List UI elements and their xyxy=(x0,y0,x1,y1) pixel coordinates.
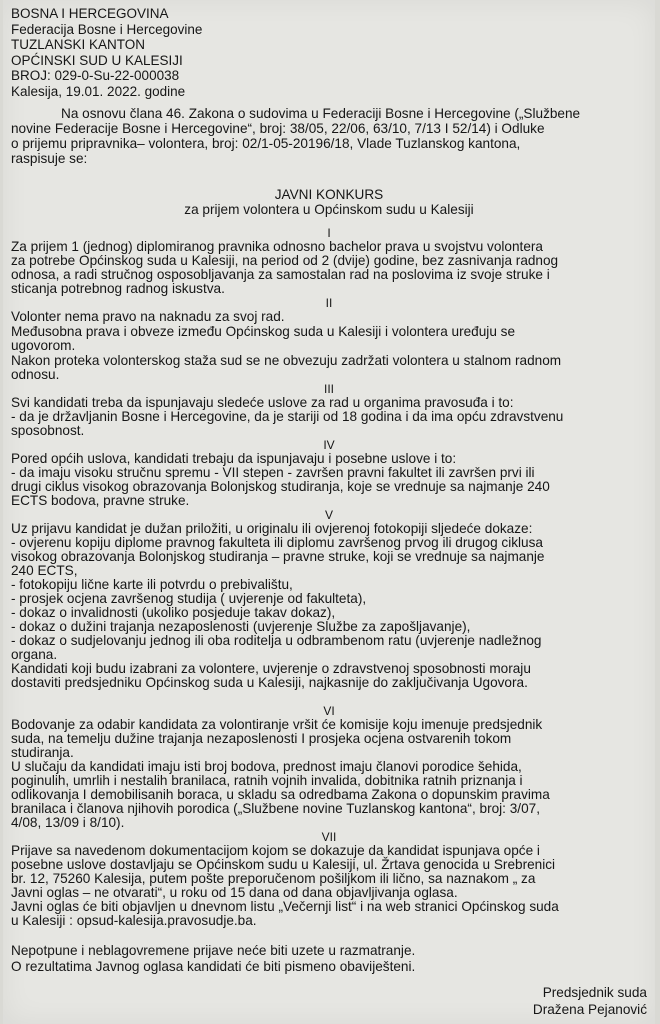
header-canton: TUZLANSKI KANTON xyxy=(11,37,146,53)
section-line: - dokaz o sudjelovanju jednog ili oba roditelja u odbrambenom ratu (uvjerenje nadležnog xyxy=(11,633,542,648)
section-numeral: V xyxy=(324,508,333,522)
section-numeral: IV xyxy=(323,438,335,452)
section-line: - prosjek ocjena završenog studija ( uvjerenje od fakulteta), xyxy=(11,591,367,606)
section-line: - ovjerenu kopiju diplome pravnog fakulteta ili diplomu završenog prvog ili drugog ciklusa xyxy=(11,535,543,550)
section-numeral: VI xyxy=(323,704,335,718)
section-line: posebne uslove dostavljaju se Općinskom sudu u Kalesiji, ul. Žrtava genocida u Srebrenici xyxy=(11,857,556,872)
section-line: Kandidati koji budu izabrani za volontere, uvjerenje o zdravstvenoj sposobnosti moraju xyxy=(11,661,531,676)
notice-subtitle: za prijem volontera u Općinskom sudu u Kalesiji xyxy=(184,202,474,217)
section-line: Bodovanje za odabir kandidata za volontiranje vršit će komisije koju imenuje predsjednik xyxy=(11,717,543,732)
section-line: U slučaju da kandidati imaju isti broj bodova, prednost imaju članovi porodice šehida, xyxy=(11,759,522,774)
section-numeral: III xyxy=(323,382,334,396)
intro-line: o prijemu pripravnika– volontera, broj: 02/1-05-20196/18, Vlade Tuzlanskog kantona, xyxy=(11,136,521,151)
section-numeral: VII xyxy=(321,830,337,844)
section-line: Međusobna prava i obveze između Općinskog suda u Kalesiji i volontera uređuju se xyxy=(11,324,516,339)
section-line: za potrebe Općinskog suda u Kalesiji, na period od 2 (dvije) godine, bez zasnivanja radnog xyxy=(11,253,559,268)
signature-name: Dražena Pejanović xyxy=(532,1002,647,1017)
section-line: branilaca i članova njihovih porodica („Službene novine Tuzlanskog kantona“, broj: 3/07, xyxy=(11,801,540,816)
section-line: - da imaju visoku stručnu spremu - VII stepen - završen pravni fakultet ili završen prvi ili xyxy=(11,465,535,480)
section-line: - dokaz o dužini trajanja nezaposlenosti (uvjerenje Službe za zapošljavanje), xyxy=(11,619,471,634)
header-country: BOSNA I HERCEGOVINA xyxy=(11,6,169,21)
section-line: - da je državljanin Bosne i Hercegovine, da je stariji od 18 godina i da ima opću zdravstvenu xyxy=(11,409,564,424)
section-numeral: I xyxy=(327,226,331,240)
document-page xyxy=(3,0,655,1024)
closing-line: O rezultatima Javnog oglasa kandidati će biti pismeno obaviješteni. xyxy=(11,959,416,974)
section-line: u Kalesiji : opsud-kalesija.pravosudje.ba. xyxy=(11,913,257,928)
section-line: Pored općih uslova, kandidati trebaju da ispunjavaju i posebne uslove i to: xyxy=(11,451,457,466)
header-federation: Federacija Bosne i Hercegovine xyxy=(11,21,203,37)
section-line: 240 ECTS, xyxy=(11,563,78,578)
section-line: dostaviti predsjedniku Općinskog suda u Kalesiji, najkasnije do zaključivanja Ugovora. xyxy=(11,675,528,690)
section-line: sposobnost. xyxy=(11,423,85,438)
section-line: ugovorom. xyxy=(11,338,76,353)
intro-line: novine Federacije Bosne i Hercegovine“, broj: 38/05, 22/06, 63/10, 7/13 I 52/14) i Odluke xyxy=(11,121,545,136)
closing-line: Nepotpune i neblagovremene prijave neće biti uzete u razmatranje. xyxy=(11,943,416,958)
header-court: OPĆINSKI SUD U KALESIJI xyxy=(11,52,183,68)
section-line: Volonter nema pravo na naknadu za svoj rad. xyxy=(11,309,285,324)
section-line: - dokaz o invalidnosti (ukoliko posjeduje takav dokaz), xyxy=(11,605,336,620)
section-line: Za prijem 1 (jednog) diplomiranog pravnika odnosno bachelor prava u svojstvu volontera xyxy=(11,239,543,254)
section-line: Svi kandidati treba da ispunjavaju sledeće uslove za rad u organima pravosuđa i to: xyxy=(11,395,514,410)
section-line: ECTS bodova, pravne struke. xyxy=(11,493,190,508)
section-line: Prijave sa navedenom dokumentacijom kojom se dokazuje da kandidat ispunjava opće i xyxy=(11,843,540,858)
section-line: Javni oglas će biti objavljen u dnevnom listu „Večernji list“ i na web stranici Općinskog suda xyxy=(11,899,559,914)
section-line: Javni oglas – ne otvarati“, u roku od 15 dana od dana objavljivanja oglasa. xyxy=(11,885,458,900)
section-line: studiranja. xyxy=(11,745,74,760)
section-line: odnosu. xyxy=(11,367,60,382)
header-place-date: Kalesija, 19.01. 2022. godine xyxy=(11,83,186,99)
section-line: suda, na temelju dužine trajanja nezaposlenosti I prosjeka ocjena ostvarenih tokom xyxy=(11,731,512,746)
section-line: organa. xyxy=(11,647,58,662)
intro-line: Na osnovu člana 46. Zakona o sudovima u Federaciji Bosne i Hercegovine („Službene xyxy=(61,106,581,121)
section-line: visokog obrazovanja Bolonjskog studiranja – pravne struke, koji se vrednuje sa najmanje xyxy=(11,549,545,564)
notice-title: JAVNI KONKURS xyxy=(274,187,384,202)
section-line: - fotokopiju lične karte ili potvrdu o prebivalištu, xyxy=(11,577,293,592)
section-line: Nakon proteka volonterskog staža sud se ne obvezuju zadržati volontera u stalnom radnom xyxy=(11,353,562,368)
section-line: sticanja potrebnog radnog iskustva. xyxy=(11,281,225,296)
section-line: 4/08, 13/09 i 8/10). xyxy=(11,815,125,830)
section-line: odnosa, a radi stručnog osposobljavanja za samostalan rad na poslovima iz svoje struke i xyxy=(11,267,550,282)
section-line: poginulih, umrlih i nestalih branilaca, ratnih vojnih invalida, dobitnika ratnih priznanja i xyxy=(11,773,523,788)
section-line: odlikovanja I demobilisanih boraca, u skladu sa odredbama Zakona o dopunskim pravima xyxy=(11,787,550,802)
signature-role: Predsjednik suda xyxy=(542,985,647,1000)
section-line: drugi ciklus visokog obrazovanja Bolonjskog studiranja, koje se vrednuje sa najmanje 240 xyxy=(11,479,550,494)
header-number: BROJ: 029-0-Su-22-000038 xyxy=(11,68,180,84)
section-numeral: II xyxy=(325,296,333,310)
intro-line: raspisuje se: xyxy=(11,151,88,166)
section-line: br. 12, 75260 Kalesija, putem pošte preporučenom pošiljkom ili lično, sa naznakom „ za xyxy=(11,871,536,886)
section-line: Uz prijavu kandidat je dužan priložiti, u originalu ili ovjerenoj fotokopiji sljedeće dokaze: xyxy=(11,521,533,536)
document-header xyxy=(11,6,202,100)
